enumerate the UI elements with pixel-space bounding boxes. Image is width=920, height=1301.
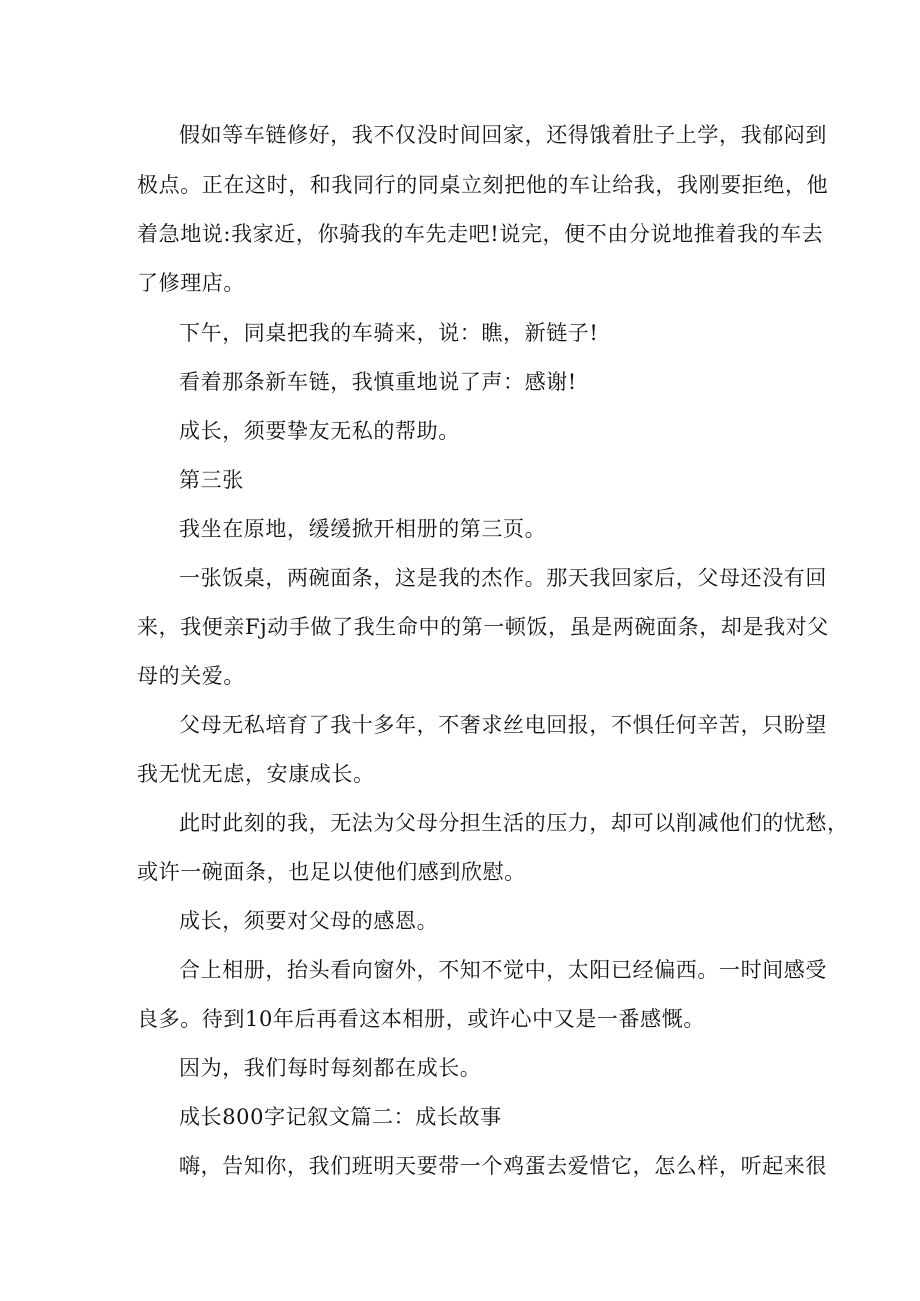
text-line: 一张饭桌，两碗面条，这是我的杰作。那天我回家后，父母还没有回	[179, 566, 827, 590]
text-line: 或许一碗面条，也足以使他们感到欣慰。	[137, 860, 526, 884]
text-line: 嗨，告知你，我们班明天要带一个鸡蛋去爱惜它，怎么样，听起来很	[179, 1154, 827, 1178]
text-line: 父母无私培育了我十多年，不奢求丝电回报，不惧任何辛苦，只盼望	[179, 713, 827, 737]
text-line: 良多。待到10年后再看这本相册，或许心中又是一番感慨。	[137, 1007, 705, 1031]
section-heading: 成长800字记叙文篇二：成长故事	[179, 1105, 502, 1129]
text-line: 下午，同桌把我的车骑来，说：瞧，新链子!	[179, 321, 599, 345]
text-line: 因为，我们每时每刻都在成长。	[179, 1056, 482, 1080]
text-line: 着急地说:我家近，你骑我的车先走吧!说完，便不由分说地推着我的车去	[137, 222, 824, 246]
text-line: 此时此刻的我，无法为父母分担生活的压力，却可以削减他们的忧愁，	[179, 811, 849, 835]
text-line: 母的关爱。	[137, 664, 245, 688]
text-line: 来，我便亲Fj动手做了我生命中的第一顿饭，虽是两碗面条，却是我对父	[137, 615, 829, 639]
text-line: 假如等车链修好，我不仅没时间回家，还得饿着肚子上学，我郁闷到	[179, 123, 827, 147]
text-line: 成长，须要挚友无私的帮助。	[179, 419, 460, 443]
text-line: 成长，须要对父母的感恩。	[179, 909, 439, 933]
text-line: 我坐在原地，缓缓掀开相册的第三页。	[179, 517, 547, 541]
text-line: 我无忧无虑，安康成长。	[137, 762, 375, 786]
text-line: 极点。正在这时，和我同行的同桌立刻把他的车让给我，我刚要拒绝，他	[137, 173, 829, 197]
text-line: 合上相册，抬头看向窗外，不知不觉中，太阳已经偏西。一时间感受	[179, 958, 827, 982]
section-heading: 第三张	[179, 468, 244, 492]
text-line: 了修理店。	[137, 271, 245, 295]
text-line: 看着那条新车链，我慎重地说了声：感谢!	[179, 370, 577, 394]
